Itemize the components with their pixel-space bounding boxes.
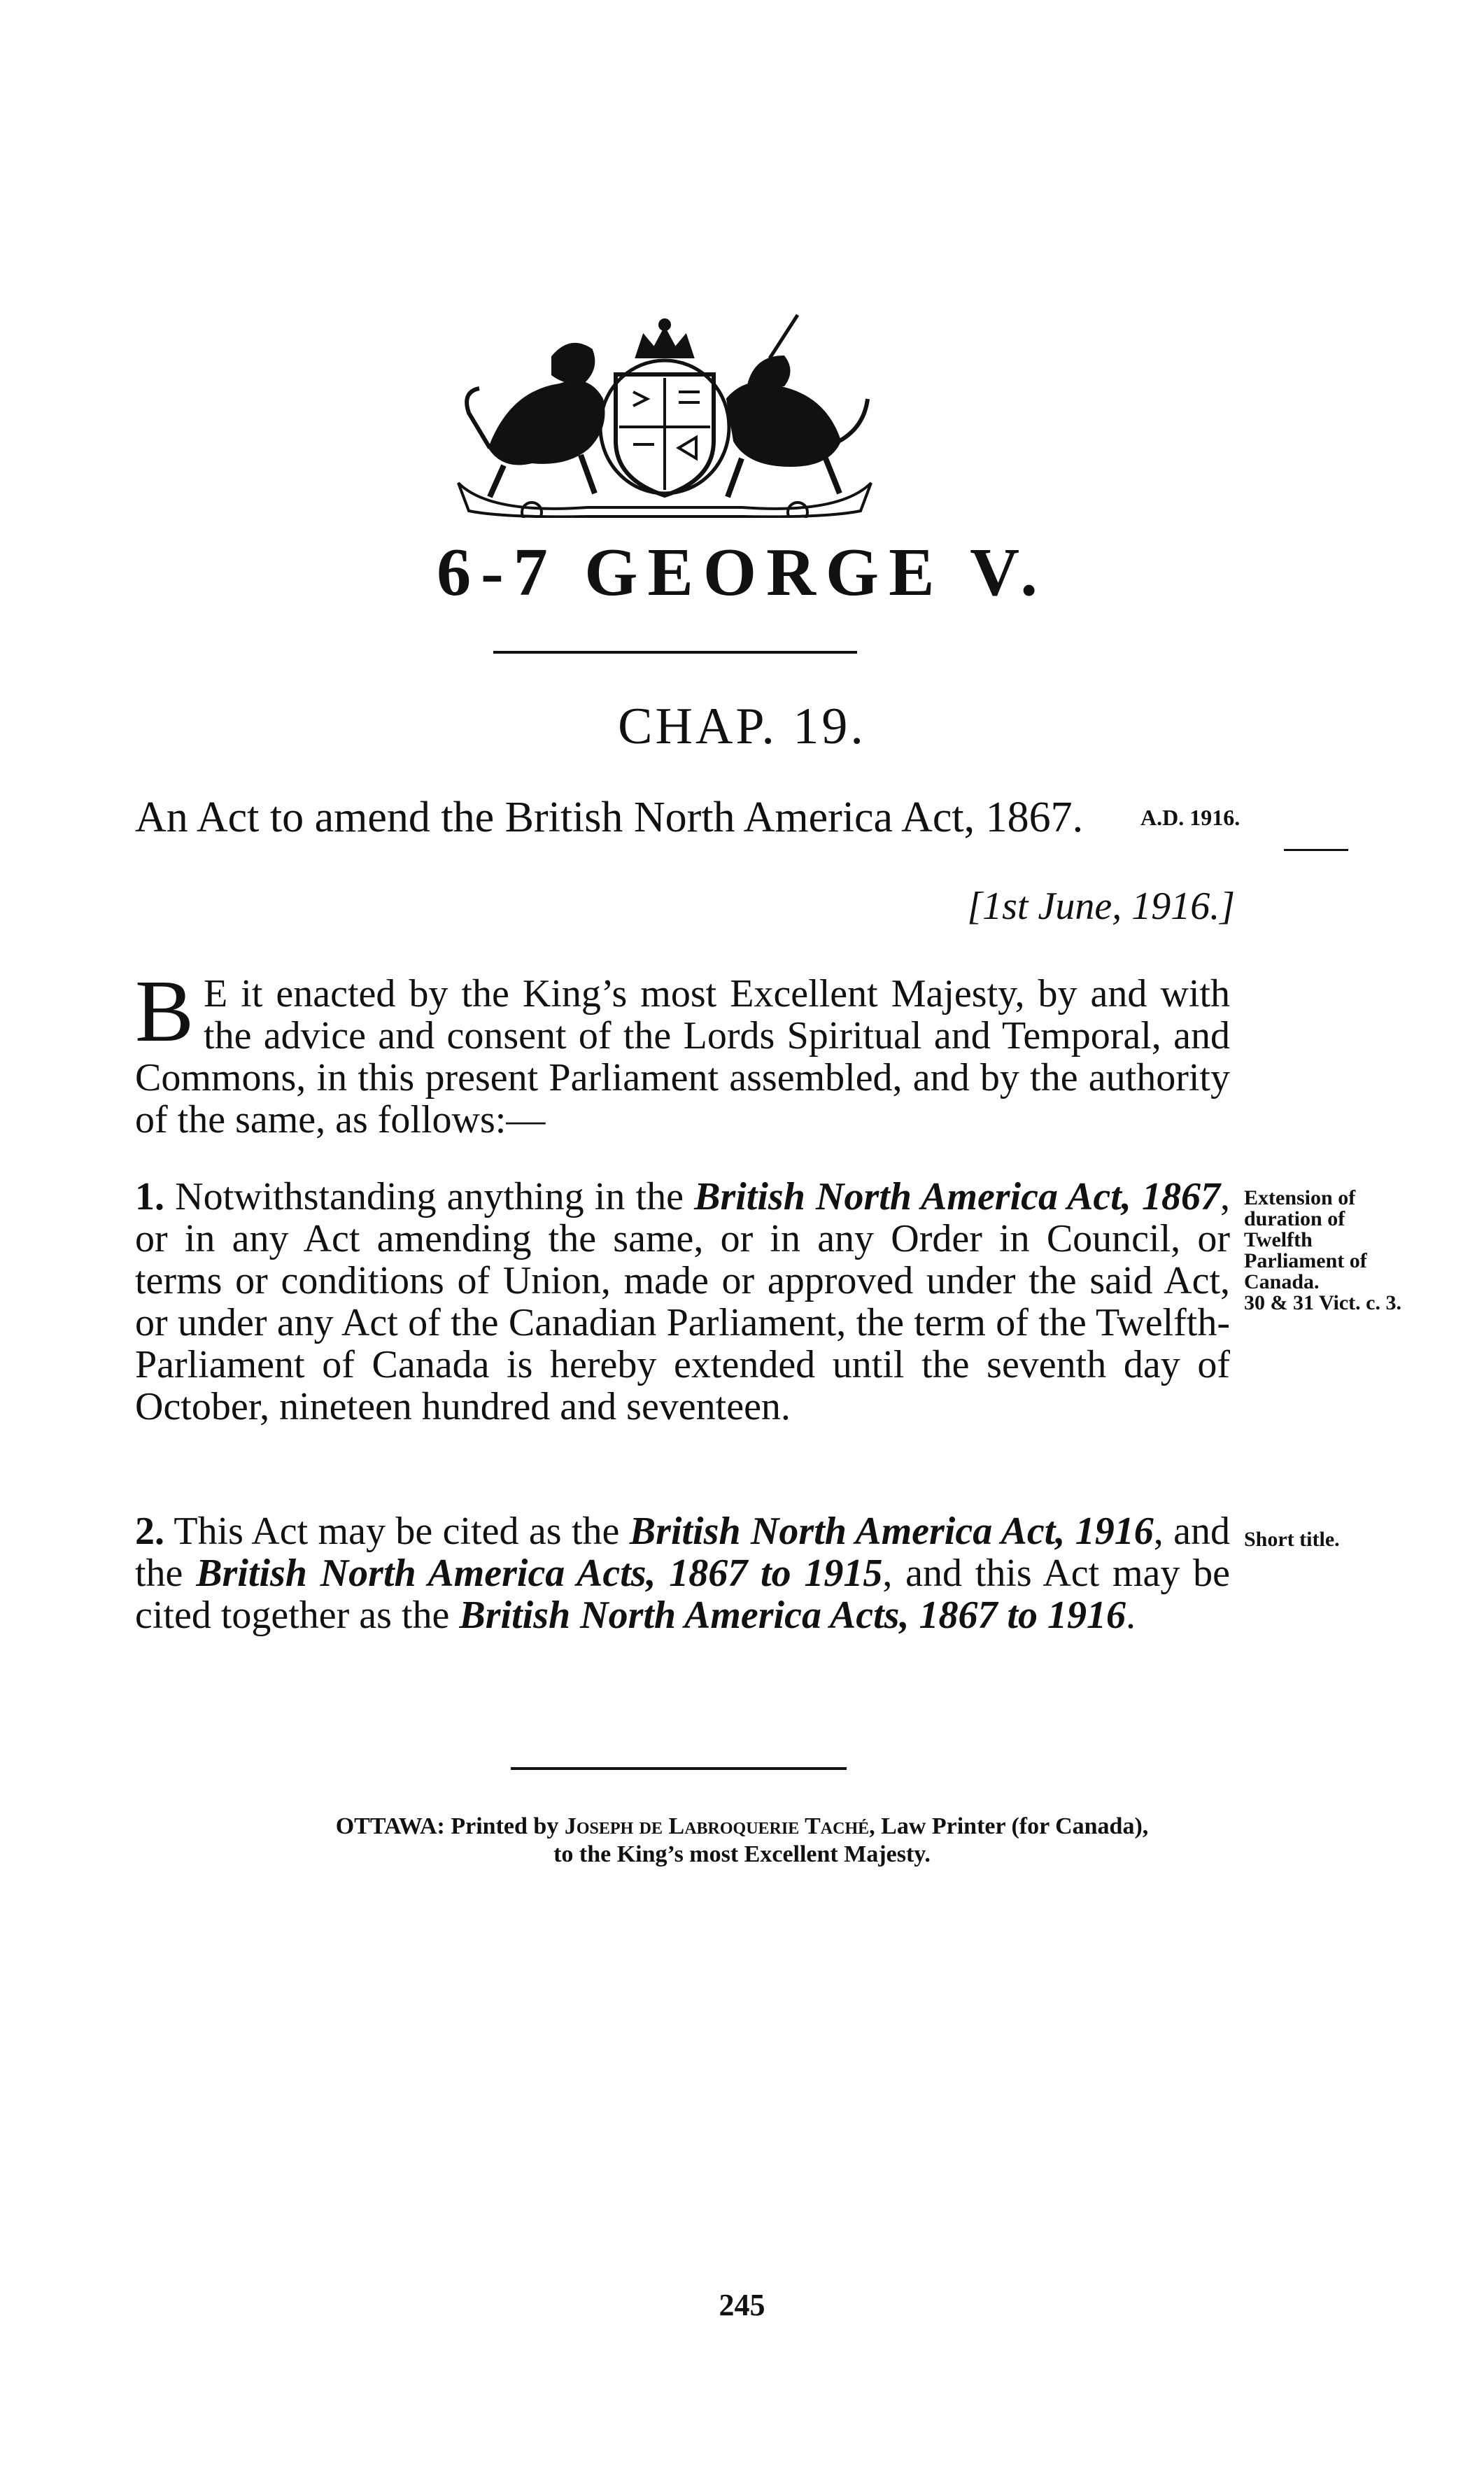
section-text: . (1126, 1594, 1136, 1637)
heading-rule (493, 651, 857, 654)
section-number: 2. (135, 1510, 164, 1553)
cited-act-name: British North America Acts, 1867 to 1916 (459, 1594, 1126, 1637)
imprint-line-1 (0, 1813, 1484, 1841)
imprint-line-2: to the King’s most Excellent Majesty. (553, 1841, 931, 1867)
section-text: This Act may be cited as the (174, 1510, 630, 1553)
cited-act-name: British North America Acts, 1867 to 1915 (196, 1552, 883, 1595)
marginal-reference: 30 & 31 Vict. c. 3. (1244, 1291, 1401, 1314)
marginal-note-text: Extension of duration of Twelfth Parliament of Canada. (1244, 1186, 1367, 1293)
act-long-title: An Act to amend the British North America Act, 1867. (135, 794, 1084, 841)
assent-date: [1st June, 1916.] (967, 885, 1235, 928)
section-text: , and this Act may be cited together as the (135, 1552, 1230, 1637)
section-number: 1. (135, 1175, 164, 1218)
imprint-prefix: OTTAWA: Printed by (335, 1813, 565, 1839)
cited-act-name: British North America Act, 1867 (694, 1175, 1221, 1218)
imprint-rule (511, 1767, 847, 1770)
section-text: , and the (135, 1510, 1231, 1595)
royal-coat-of-arms-logo (448, 308, 882, 518)
year-note-rule (1284, 849, 1348, 851)
section-text: Notwithstanding anything in the (175, 1175, 695, 1218)
cited-act-name: British North America Act, 1916 (629, 1510, 1154, 1553)
chapter-number: CHAP. 19. (618, 698, 866, 755)
printer-name: Joseph de Labroquerie Taché (564, 1813, 870, 1839)
marginal-note-section-2: Short title. (1244, 1528, 1340, 1551)
section-1 (135, 1176, 1230, 1428)
page-number: 245 (719, 2288, 765, 2322)
printer-imprint (0, 1813, 1484, 1869)
marginal-note-section-1 (1244, 1188, 1405, 1314)
enacting-clause (135, 963, 1230, 1141)
regnal-year-heading: 6-7 GEORGE V. (437, 535, 1047, 610)
drop-cap: B (135, 963, 195, 1060)
imprint-suffix: , Law Printer (for Canada), (869, 1813, 1149, 1839)
year-marginal-note: A.D. 1916. (1140, 805, 1241, 830)
enacting-clause-text: E it enacted by the King’s most Excellent Majesty, by and with the advice and consent of the Lords Spiritual and Temporal, and Commons, in this present Parliament assembled, and by the authority of the same, as follows:— (135, 972, 1230, 1141)
section-text: , or in any Act amending the same, or in any Order in Council, or terms or conditions of Union, made or approved under the said Act, or under any Act of the Canadian Parliament, the term of the Twelfth-Parliament of Canada is hereby extended until the seventh day of October, nineteen hundred and seventeen. (135, 1175, 1231, 1428)
section-2 (135, 1510, 1230, 1636)
